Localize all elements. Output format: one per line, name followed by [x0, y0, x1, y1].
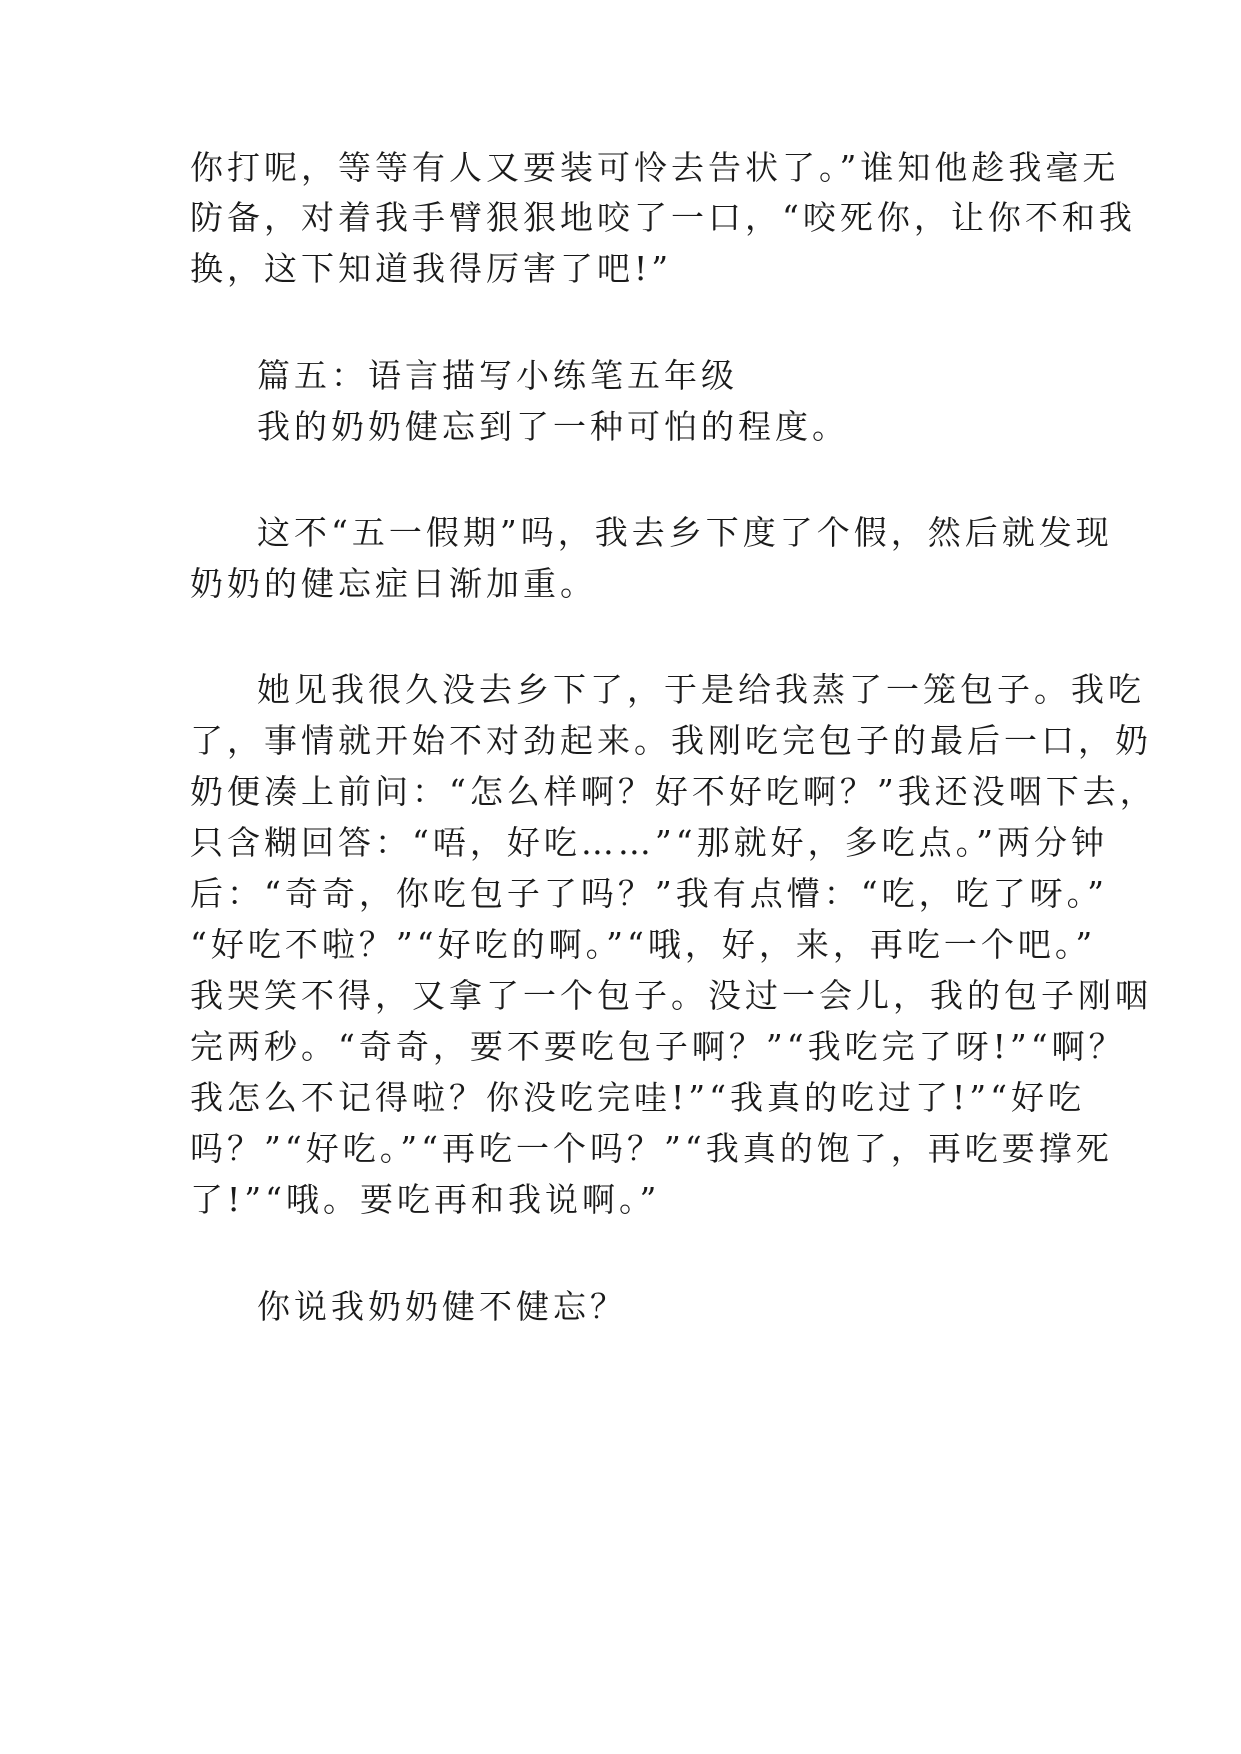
- text-line: “好吃不啦？”“好吃的啊。”“哦，好，来，再吃一个吧。”: [190, 925, 1097, 964]
- section-heading: 篇五：语言描写小练笔五年级: [257, 356, 738, 395]
- text-line: 了!”“哦。要吃再和我说啊。”: [190, 1180, 661, 1219]
- text-line: 吗？”“好吃。”“再吃一个吗？”“我真的饱了，再吃要撑死: [190, 1129, 1113, 1168]
- text-line: 完两秒。“奇奇，要不要吃包子啊？”“我吃完了呀!”“啊？: [190, 1027, 1126, 1066]
- text-line: 奶奶的健忘症日渐加重。: [190, 564, 597, 603]
- paragraph-first-line: 我的奶奶健忘到了一种可怕的程度。: [257, 407, 849, 446]
- text-line: 你打呢，等等有人又要装可怜去告状了。”谁知他趁我毫无: [190, 148, 1120, 187]
- text-line: 我怎么不记得啦？你没吃完哇!”“我真的吃过了!”“好吃: [190, 1078, 1086, 1117]
- text-line: 换，这下知道我得厉害了吧!”: [190, 249, 673, 288]
- paragraph-first-line: 这不“五一假期”吗，我去乡下度了个假，然后就发现: [257, 513, 1113, 552]
- paragraph-first-line: 你说我奶奶健不健忘？: [257, 1287, 627, 1326]
- text-line: 了，事情就开始不对劲起来。我刚吃完包子的最后一口，奶: [190, 721, 1152, 760]
- text-line: 后：“奇奇，你吃包子了吗？”我有点懵：“吃，吃了呀。”: [190, 874, 1108, 913]
- text-line: 防备，对着我手臂狠狠地咬了一口，“咬死你，让你不和我: [190, 198, 1136, 237]
- text-line: 只含糊回答：“唔，好吃……”“那就好，多吃点。”两分钟: [190, 823, 1108, 862]
- paragraph-first-line: 她见我很久没去乡下了，于是给我蒸了一笼包子。我吃: [257, 670, 1145, 709]
- text-line: 我哭笑不得，又拿了一个包子。没过一会儿，我的包子刚咽: [190, 976, 1152, 1015]
- text-line: 奶便凑上前问：“怎么样啊？好不好吃啊？”我还没咽下去，: [190, 772, 1157, 811]
